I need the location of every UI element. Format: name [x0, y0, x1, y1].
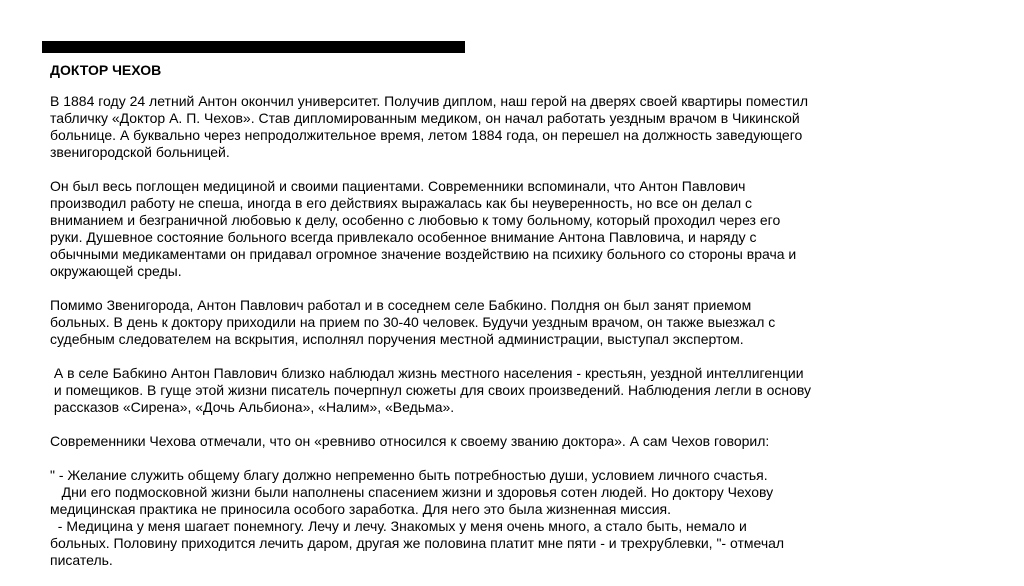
text-line: рассказов «Сирена», «Дочь Альбиона», «Налим», «Ведьма». [50, 399, 455, 415]
text-line: больных. В день к доктору приходили на прием по 30-40 человек. Будучи уездным врачом, он также выезжал с [50, 314, 776, 330]
paragraph [50, 297, 820, 348]
document-title: ДОКТОР ЧЕХОВ [50, 62, 162, 78]
text-line: Дни его подмосковной жизни были наполнены спасением жизни и здоровья сотен людей. Но доктору Чехову [50, 484, 774, 500]
text-line: В 1884 году 24 летний Антон окончил университет. Получив диплом, наш герой на дверях своей квартиры поместил [50, 93, 809, 109]
text-line: производил работу не спеша, иногда в его действиях выражалась как бы неуверенность, но все он делал с [50, 195, 753, 211]
text-line: Помимо Звенигорода, Антон Павлович работал и в соседнем селе Бабкино. Полдня он был занят приемом [50, 297, 752, 313]
quote-paragraph [50, 467, 820, 569]
text-line: " - Желание служить общему благу должно непременно быть потребностью души, условием личного счастья. [50, 467, 768, 483]
text-line: писатель. [50, 552, 113, 568]
text-line: табличку «Доктор А. П. Чехов». Став дипломированным медиком, он начал работать уездным врачом в Чикинской [50, 110, 800, 126]
text-line: Современники Чехова отмечали, что он «ревниво относился к своему званию доктора». А сам Чехов говорил: [50, 433, 770, 449]
text-line: окружающей среды. [50, 263, 182, 279]
paragraph [50, 93, 820, 161]
text-line: и помещиков. В гуще этой жизни писатель почерпнул сюжеты для своих произведений. Наблюдения легли в основу [50, 382, 812, 398]
text-line: судебным следователем на вскрытия, исполнял поручения местной администрации, выступал экспертом. [50, 331, 744, 347]
paragraph [50, 365, 820, 416]
text-line: больнице. А буквально через непродолжительное время, летом 1884 года, он перешел на должность заведующего [50, 127, 803, 143]
document-body [50, 62, 820, 586]
text-line: звенигородской больницей. [50, 144, 230, 160]
header-bar [42, 41, 465, 53]
paragraph [50, 178, 820, 280]
text-line: больных. Половину приходится лечить даром, другая же половина платит мне пяти - и трехрублевки, "- отмечал [50, 535, 785, 551]
paragraph [50, 433, 820, 450]
text-line: обычными медикаментами он придавал огромное значение воздействию на психику больного со стороны врача и [50, 246, 797, 262]
text-line: вниманием и безграничной любовью к делу, особенно с любовью к тому больному, который проходил через его [50, 212, 781, 228]
text-line: медицинская практика не приносила особого заработка. Для него это была жизненная миссия. [50, 501, 671, 517]
text-line: А в селе Бабкино Антон Павлович близко наблюдал жизнь местного населения - крестьян, уездной интеллигенции [50, 365, 804, 381]
text-line: - Медицина у меня шагает понемногу. Лечу и лечу. Знакомых у меня очень много, а стало быть, немало и [50, 518, 747, 534]
text-line: руки. Душевное состояние больного всегда привлекало особенное внимание Антона Павловича, и наряду с [50, 229, 757, 245]
text-line: Он был весь поглощен медициной и своими пациентами. Современники вспоминали, что Антон Павлович [50, 178, 746, 194]
